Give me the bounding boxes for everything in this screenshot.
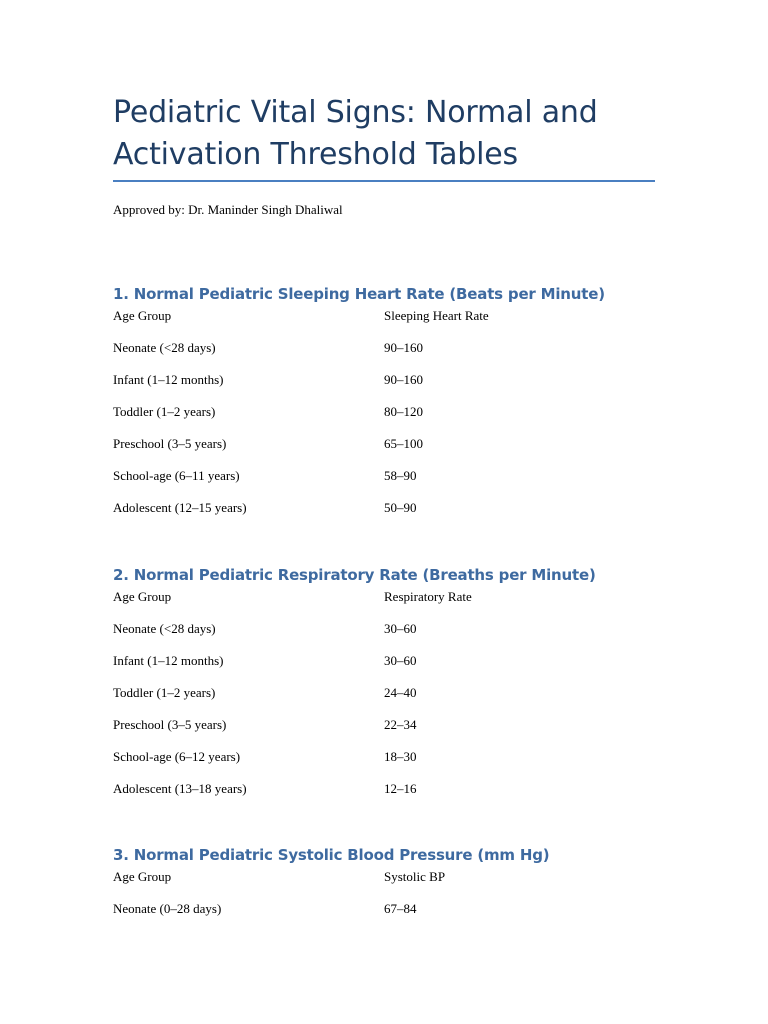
age-group-cell: Toddler (1–2 years) (113, 685, 216, 700)
table-row (113, 653, 655, 685)
respiratory-rate-table (113, 589, 655, 813)
section-systolic-bp (113, 845, 655, 933)
table-row (113, 468, 655, 500)
table-row (113, 685, 655, 717)
value-cell: 12–16 (384, 781, 417, 796)
value-cell: 22–34 (384, 717, 417, 732)
age-group-cell: Adolescent (12–15 years) (113, 500, 247, 515)
column-header-value: Systolic BP (384, 869, 446, 884)
age-group-cell: Toddler (1–2 years) (113, 404, 216, 419)
table-row (113, 901, 655, 933)
column-header-value: Sleeping Heart Rate (384, 308, 489, 323)
document-title: Pediatric Vital Signs: Normal and Activation Threshold Tables (113, 95, 598, 172)
section-respiratory-rate (113, 565, 655, 813)
table-header-row (113, 869, 655, 901)
value-cell: 50–90 (384, 500, 417, 515)
column-header-age-group: Age Group (113, 308, 172, 323)
value-cell: 90–160 (384, 340, 423, 355)
table-row (113, 404, 655, 436)
age-group-cell: Neonate (0–28 days) (113, 901, 222, 916)
age-group-cell: Adolescent (13–18 years) (113, 781, 247, 796)
age-group-cell: School-age (6–11 years) (113, 468, 240, 483)
section-heading: 2. Normal Pediatric Respiratory Rate (Breaths per Minute) (113, 566, 596, 584)
table-row (113, 749, 655, 781)
age-group-cell: Infant (1–12 months) (113, 372, 224, 387)
section-heading: 1. Normal Pediatric Sleeping Heart Rate (Beats per Minute) (113, 285, 605, 303)
table-row (113, 781, 655, 813)
table-row (113, 621, 655, 653)
age-group-cell: Neonate (<28 days) (113, 621, 216, 636)
age-group-cell: Preschool (3–5 years) (113, 436, 227, 451)
value-cell: 67–84 (384, 901, 417, 916)
age-group-cell: School-age (6–12 years) (113, 749, 241, 764)
column-header-value: Respiratory Rate (384, 589, 472, 604)
table-header-row (113, 589, 655, 621)
value-cell: 65–100 (384, 436, 423, 451)
table-row (113, 500, 655, 532)
section-heading: 3. Normal Pediatric Systolic Blood Pressure (mm Hg) (113, 846, 550, 864)
column-header-age-group: Age Group (113, 869, 172, 884)
value-cell: 58–90 (384, 468, 417, 483)
systolic-bp-table (113, 869, 655, 933)
column-header-age-group: Age Group (113, 589, 172, 604)
age-group-cell: Preschool (3–5 years) (113, 717, 227, 732)
value-cell: 30–60 (384, 621, 417, 636)
section-heart-rate (113, 284, 655, 532)
value-cell: 24–40 (384, 685, 417, 700)
title-divider (113, 180, 655, 182)
heart-rate-table (113, 308, 655, 532)
approved-by-line: Approved by: Dr. Maninder Singh Dhaliwal (113, 202, 343, 217)
table-header-row (113, 308, 655, 340)
table-row (113, 717, 655, 749)
value-cell: 90–160 (384, 372, 423, 387)
age-group-cell: Neonate (<28 days) (113, 340, 216, 355)
table-row (113, 436, 655, 468)
value-cell: 30–60 (384, 653, 417, 668)
table-row (113, 340, 655, 372)
age-group-cell: Infant (1–12 months) (113, 653, 224, 668)
value-cell: 18–30 (384, 749, 417, 764)
value-cell: 80–120 (384, 404, 423, 419)
table-row (113, 372, 655, 404)
